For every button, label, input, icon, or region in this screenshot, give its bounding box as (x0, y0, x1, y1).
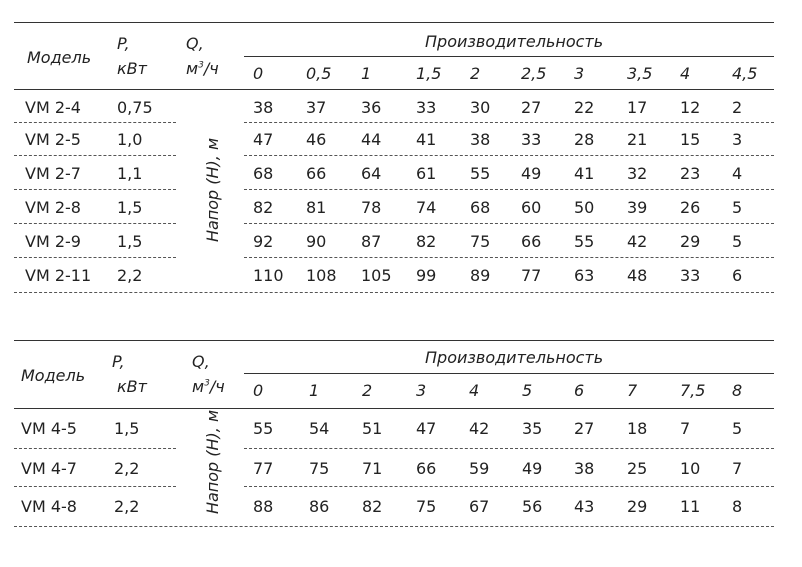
flow-tick: 3 (574, 64, 585, 83)
head-axis-label: Напор (H), м (203, 137, 222, 243)
row-divider (244, 486, 774, 487)
value-cell: 41 (574, 164, 595, 183)
flow-tick: 0 (253, 381, 264, 400)
value-cell: 48 (627, 266, 648, 285)
value-cell: 5 (732, 232, 743, 251)
value-cell: 108 (306, 266, 337, 285)
flow-tick: 2 (470, 64, 481, 83)
value-cell: 55 (253, 419, 274, 438)
value-cell: 5 (732, 198, 743, 217)
value-cell: 38 (470, 130, 491, 149)
value-cell: 8 (732, 497, 743, 516)
value-cell: 42 (469, 419, 490, 438)
flow-tick: 4,5 (732, 64, 758, 83)
value-cell: 33 (416, 98, 437, 117)
value-cell: 4 (732, 164, 743, 183)
power-cell: 1,5 (117, 232, 143, 251)
value-cell: 2 (732, 98, 743, 117)
model-cell: VM 2-5 (25, 130, 81, 149)
model-cell: VM 2-8 (25, 198, 81, 217)
power-unit: кВт (117, 59, 147, 78)
value-cell: 55 (470, 164, 491, 183)
value-cell: 6 (732, 266, 743, 285)
value-cell: 105 (361, 266, 392, 285)
row-divider (244, 122, 774, 123)
value-cell: 86 (309, 497, 330, 516)
value-cell: 78 (361, 198, 382, 217)
value-cell: 66 (306, 164, 327, 183)
power-cell: 1,5 (114, 419, 140, 438)
value-cell: 25 (627, 459, 648, 478)
value-cell: 90 (306, 232, 327, 251)
head-axis-label: Напор (H), м (203, 409, 222, 515)
value-cell: 35 (522, 419, 543, 438)
value-cell: 46 (306, 130, 327, 149)
value-cell: 61 (416, 164, 437, 183)
value-cell: 29 (680, 232, 701, 251)
value-cell: 39 (627, 198, 648, 217)
power-cell: 2,2 (114, 497, 140, 516)
power-cell: 1,0 (117, 130, 143, 149)
flow-tick: 4 (680, 64, 691, 83)
value-cell: 43 (574, 497, 595, 516)
value-cell: 49 (522, 459, 543, 478)
value-cell: 33 (680, 266, 701, 285)
flow-header: Q, (192, 352, 210, 371)
value-cell: 5 (732, 419, 743, 438)
model-cell: VM 2-7 (25, 164, 81, 183)
power-header: P, (112, 352, 125, 371)
power-header: P, (117, 34, 130, 53)
value-cell: 15 (680, 130, 701, 149)
value-cell: 47 (416, 419, 437, 438)
value-cell: 88 (253, 497, 274, 516)
model-cell: VM 4-5 (21, 419, 77, 438)
value-cell: 74 (416, 198, 437, 217)
value-cell: 82 (362, 497, 383, 516)
model-cell: VM 4-8 (21, 497, 77, 516)
flow-tick: 5 (522, 381, 533, 400)
value-cell: 7 (732, 459, 743, 478)
value-cell: 68 (253, 164, 274, 183)
value-cell: 82 (253, 198, 274, 217)
value-cell: 26 (680, 198, 701, 217)
value-cell: 27 (574, 419, 595, 438)
value-cell: 71 (362, 459, 383, 478)
value-cell: 55 (574, 232, 595, 251)
power-cell: 0,75 (117, 98, 153, 117)
value-cell: 54 (309, 419, 330, 438)
row-divider (244, 155, 774, 156)
value-cell: 77 (253, 459, 274, 478)
model-cell: VM 2-4 (25, 98, 81, 117)
value-cell: 56 (522, 497, 543, 516)
value-cell: 37 (306, 98, 327, 117)
value-cell: 68 (470, 198, 491, 217)
value-cell: 12 (680, 98, 701, 117)
group-header: Производительность (425, 32, 604, 51)
flow-tick: 7 (627, 381, 638, 400)
value-cell: 44 (361, 130, 382, 149)
model-cell: VM 2-11 (25, 266, 92, 285)
value-cell: 49 (521, 164, 542, 183)
table-top-rule (14, 340, 774, 341)
value-cell: 21 (627, 130, 648, 149)
value-cell: 41 (416, 130, 437, 149)
power-unit: кВт (117, 377, 147, 396)
value-cell: 75 (416, 497, 437, 516)
row-divider (244, 189, 774, 190)
model-header: Модель (21, 366, 86, 385)
value-cell: 87 (361, 232, 382, 251)
group-header-rule (244, 56, 774, 57)
flow-unit: $м^3/ч$ (186, 59, 219, 78)
value-cell: 38 (574, 459, 595, 478)
value-cell: 47 (253, 130, 274, 149)
value-cell: 42 (627, 232, 648, 251)
value-cell: 7 (680, 419, 691, 438)
flow-tick: 1,5 (416, 64, 442, 83)
flow-tick: 4 (469, 381, 480, 400)
flow-tick: 6 (574, 381, 585, 400)
value-cell: 75 (309, 459, 330, 478)
flow-tick: 1 (309, 381, 320, 400)
model-header: Модель (27, 48, 92, 67)
row-divider (244, 448, 774, 449)
flow-header: Q, (186, 34, 204, 53)
value-cell: 30 (470, 98, 491, 117)
flow-tick: 8 (732, 381, 743, 400)
value-cell: 89 (470, 266, 491, 285)
value-cell: 50 (574, 198, 595, 217)
value-cell: 22 (574, 98, 595, 117)
table-top-rule (14, 22, 774, 23)
value-cell: 36 (361, 98, 382, 117)
row-divider (14, 448, 176, 449)
model-cell: VM 2-9 (25, 232, 81, 251)
value-cell: 17 (627, 98, 648, 117)
value-cell: 38 (253, 98, 274, 117)
table-bottom-rule (14, 292, 774, 293)
row-divider (244, 257, 774, 258)
value-cell: 29 (627, 497, 648, 516)
row-divider (14, 155, 176, 156)
value-cell: 82 (416, 232, 437, 251)
value-cell: 63 (574, 266, 595, 285)
value-cell: 60 (521, 198, 542, 217)
row-divider (14, 257, 176, 258)
group-header: Производительность (425, 348, 604, 367)
value-cell: 27 (521, 98, 542, 117)
value-cell: 75 (470, 232, 491, 251)
value-cell: 92 (253, 232, 274, 251)
flow-tick: 7,5 (680, 381, 706, 400)
row-divider (14, 189, 176, 190)
group-header-rule (244, 373, 774, 374)
value-cell: 59 (469, 459, 490, 478)
flow-tick: 0,5 (306, 64, 332, 83)
value-cell: 99 (416, 266, 437, 285)
row-divider (244, 223, 774, 224)
row-divider (14, 223, 176, 224)
flow-tick: 0 (253, 64, 264, 83)
flow-tick: 1 (361, 64, 372, 83)
row-divider (14, 122, 176, 123)
value-cell: 67 (469, 497, 490, 516)
model-cell: VM 4-7 (21, 459, 77, 478)
value-cell: 64 (361, 164, 382, 183)
value-cell: 11 (680, 497, 701, 516)
power-cell: 2,2 (117, 266, 143, 285)
header-bottom-rule (14, 89, 774, 90)
power-cell: 1,5 (117, 198, 143, 217)
flow-tick: 3,5 (627, 64, 653, 83)
header-bottom-rule (14, 408, 774, 409)
flow-tick: 3 (416, 381, 427, 400)
value-cell: 110 (253, 266, 284, 285)
value-cell: 23 (680, 164, 701, 183)
value-cell: 18 (627, 419, 648, 438)
table-bottom-rule (14, 526, 774, 527)
flow-tick: 2 (362, 381, 373, 400)
value-cell: 3 (732, 130, 743, 149)
flow-tick: 2,5 (521, 64, 547, 83)
power-cell: 2,2 (114, 459, 140, 478)
value-cell: 77 (521, 266, 542, 285)
value-cell: 33 (521, 130, 542, 149)
value-cell: 10 (680, 459, 701, 478)
value-cell: 81 (306, 198, 327, 217)
value-cell: 32 (627, 164, 648, 183)
value-cell: 51 (362, 419, 383, 438)
value-cell: 66 (521, 232, 542, 251)
value-cell: 66 (416, 459, 437, 478)
flow-unit: $м^3/ч$ (192, 377, 225, 396)
value-cell: 28 (574, 130, 595, 149)
row-divider (14, 486, 176, 487)
power-cell: 1,1 (117, 164, 143, 183)
